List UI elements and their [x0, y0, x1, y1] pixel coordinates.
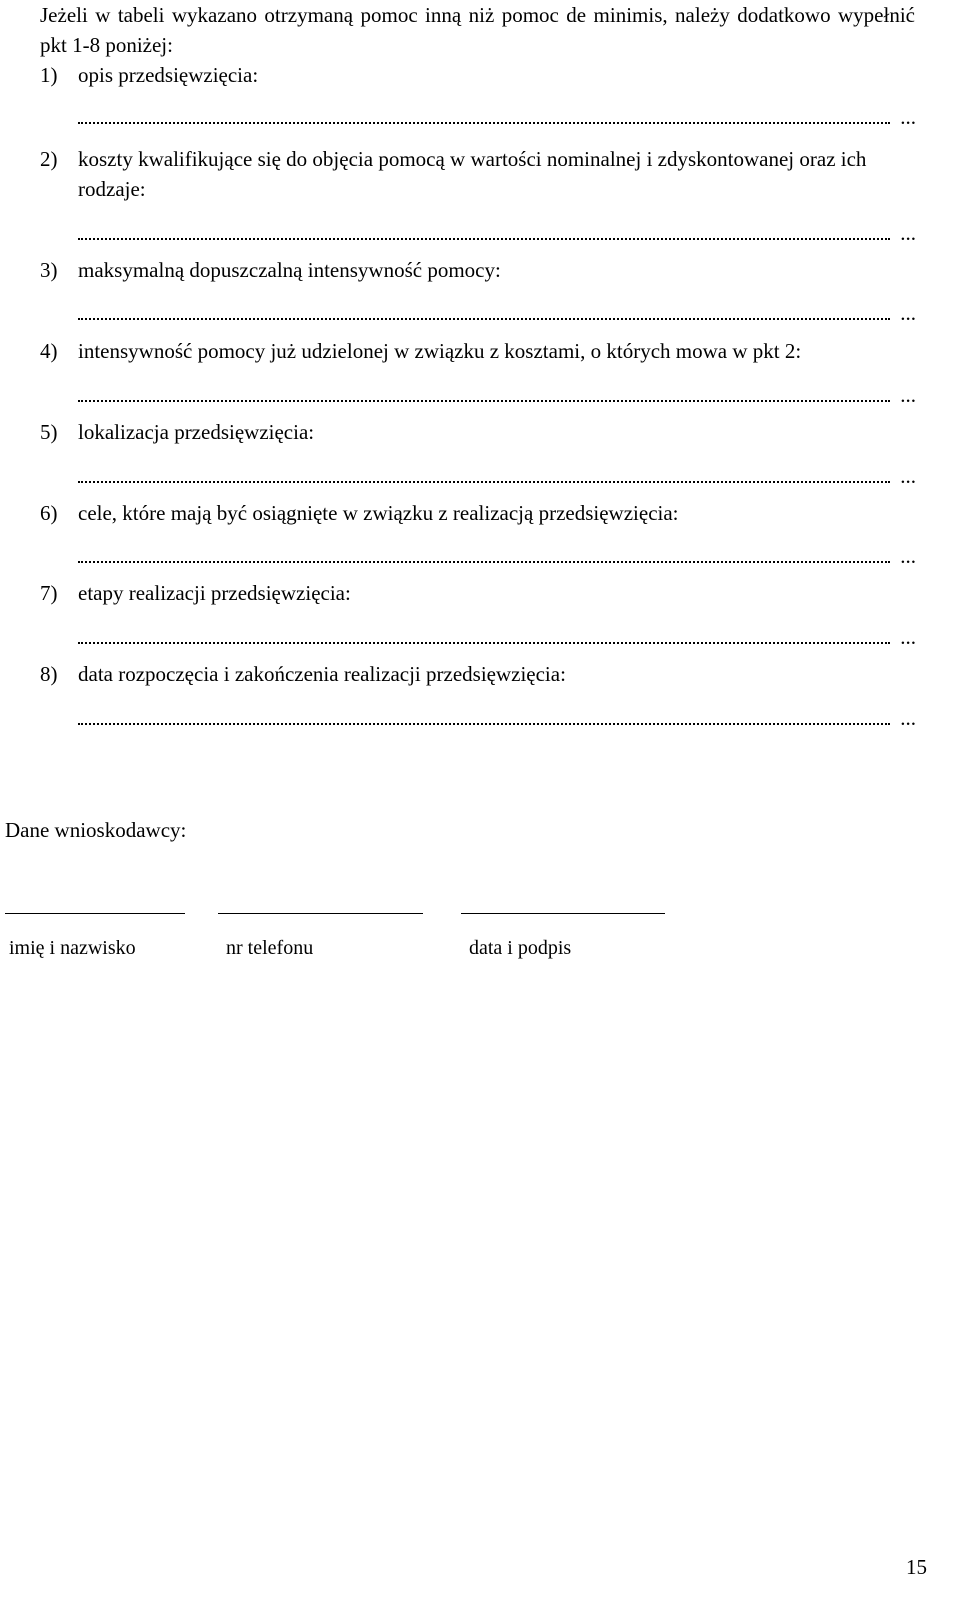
- applicant-heading: Dane wnioskodawcy:: [5, 818, 187, 842]
- fill-line-7[interactable]: ...: [78, 622, 916, 652]
- fill-line-5[interactable]: ...: [78, 461, 916, 491]
- fill-line-3[interactable]: ...: [78, 298, 916, 328]
- item-3: [40, 255, 920, 285]
- signature-line-name[interactable]: [5, 913, 185, 914]
- fill-line-6[interactable]: ...: [78, 541, 916, 571]
- item-number: 3): [40, 258, 58, 282]
- signature-line-phone[interactable]: [218, 913, 423, 914]
- fill-line-8[interactable]: ...: [78, 703, 916, 733]
- item-number: 7): [40, 581, 58, 605]
- item-label: etapy realizacji przedsięwzięcia:: [78, 581, 351, 605]
- item-label: lokalizacja przedsięwzięcia:: [78, 420, 315, 444]
- item-label: data rozpoczęcia i zakończenia realizacji przedsięwzięcia:: [78, 662, 566, 686]
- fill-line-1[interactable]: ...: [78, 102, 916, 132]
- signature-line-date-sign[interactable]: [461, 913, 665, 914]
- item-number: 1): [40, 63, 58, 87]
- item-number: 8): [40, 662, 58, 686]
- name-label: imię i nazwisko: [9, 937, 136, 959]
- item-7: [40, 578, 920, 608]
- item-5: [40, 417, 920, 447]
- item-number: 2): [40, 147, 58, 171]
- item-label: intensywność pomocy już udzielonej w związku z kosztami, o których mowa w pkt 2:: [78, 339, 802, 363]
- fill-line-2[interactable]: ...: [78, 218, 916, 248]
- date-sign-label: data i podpis: [469, 937, 572, 959]
- fill-line-4[interactable]: ...: [78, 380, 916, 410]
- item-6: [40, 498, 920, 528]
- intro-paragraph: Jeżeli w tabeli wykazano otrzymaną pomoc inną niż pomoc de minimis, należy dodatkowo wypełnić pkt 1-8 poniżej:: [40, 3, 915, 57]
- item-8: [40, 659, 920, 689]
- item-1: [40, 60, 920, 90]
- item-label: maksymalną dopuszczalną intensywność pomocy:: [78, 258, 501, 282]
- item-label: opis przedsięwzięcia:: [78, 63, 259, 87]
- item-4: [40, 336, 920, 366]
- item-label: cele, które mają być osiągnięte w związku z realizacją przedsięwzięcia:: [78, 501, 679, 525]
- item-2: [40, 144, 920, 204]
- phone-label: nr telefonu: [226, 937, 314, 959]
- item-number: 6): [40, 501, 58, 525]
- item-label: koszty kwalifikujące się do objęcia pomocą w wartości nominalnej i zdyskontowanej oraz ich rodzaje:: [78, 147, 867, 201]
- item-number: 4): [40, 339, 58, 363]
- item-number: 5): [40, 420, 58, 444]
- page-number: 15: [906, 1555, 927, 1579]
